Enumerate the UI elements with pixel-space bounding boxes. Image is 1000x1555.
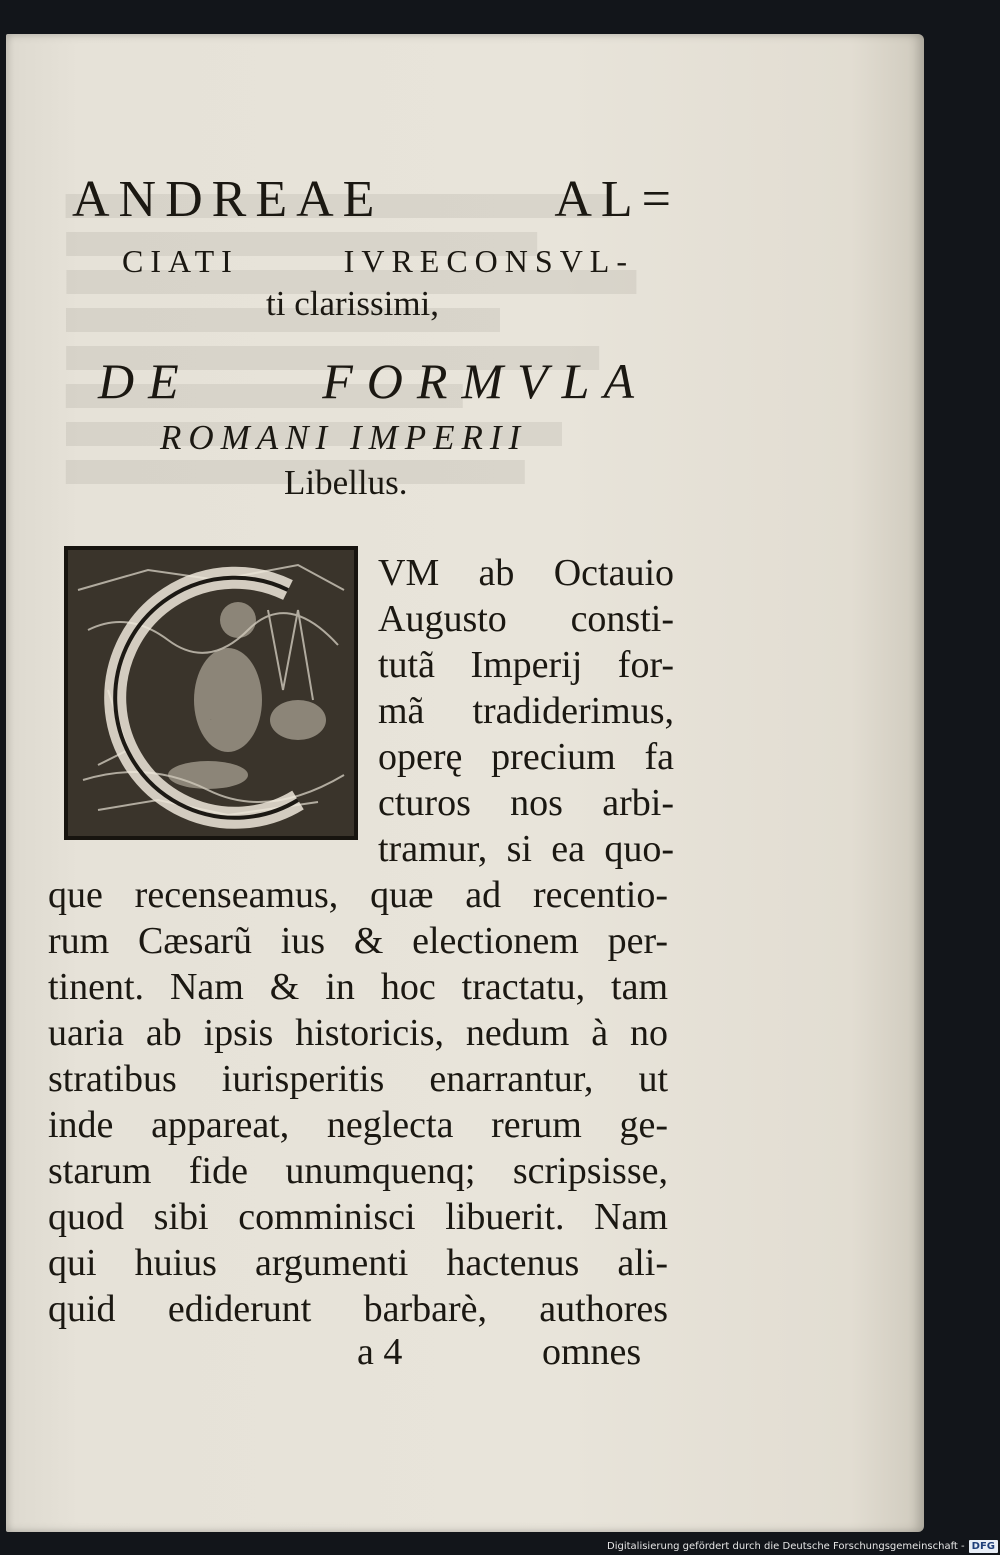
title-line-6: Libellus.: [284, 463, 408, 502]
title-line-2: [122, 243, 634, 280]
body-line: quid ediderunt barbarè, authores: [48, 1288, 668, 1330]
woodcut-initial-image: [68, 550, 354, 836]
title-line-3: ti clarissimi,: [266, 284, 440, 323]
title-word: ANDREAE: [72, 171, 384, 228]
body-line: stratibus iurisperitis enarrantur, ut: [48, 1058, 668, 1100]
body-line: inde appareat, neglecta rerum ge-: [48, 1104, 668, 1146]
body-line: cturos nos arbi-: [378, 782, 674, 824]
body-line: operę precium fa: [378, 736, 674, 778]
title-line-5: ROMANI IMPERII: [160, 418, 528, 457]
body-line: tinent. Nam & in hoc tractatu, tam: [48, 966, 668, 1008]
body-line: que recenseamus, quæ ad recentio-: [48, 874, 668, 916]
title-word: FORMVLA: [322, 353, 648, 409]
title-line-4: [98, 352, 648, 410]
body-line: starum fide unumquenq; scripsisse,: [48, 1150, 668, 1192]
title-word: IVRECONSVL-: [343, 243, 634, 279]
woodcut-initial: [64, 546, 358, 840]
body-line: Augusto consti-: [378, 598, 674, 640]
body-line: rum Cæsarũ ius & electionem per-: [48, 920, 668, 962]
body-line: tramur, si ea quo-: [378, 828, 674, 870]
catchword: omnes: [542, 1331, 642, 1373]
body-line: quod sibi comminisci libuerit. Nam: [48, 1196, 668, 1238]
dfg-logo: DFG: [969, 1540, 998, 1553]
body-line: qui huius argumenti hactenus ali-: [48, 1242, 668, 1284]
footer-credit: Digitalisierung gefördert durch die Deutsche Forschungsgemeinschaft -: [607, 1540, 965, 1552]
title-line-1: [72, 170, 680, 229]
title-word: AL=: [554, 171, 680, 228]
body-line: mã tradiderimus,: [378, 690, 674, 732]
body-line: VM ab Octauio: [378, 552, 674, 594]
body-line: tutã Imperij for-: [378, 644, 674, 686]
initial-letter: C: [210, 720, 212, 721]
title-word: DE: [98, 353, 193, 409]
title-word: CIATI: [122, 243, 239, 279]
signature-mark: a 4: [357, 1331, 403, 1373]
digitization-footer: [600, 1537, 1000, 1555]
body-line: uaria ab ipsis historicis, nedum à no: [48, 1012, 668, 1054]
